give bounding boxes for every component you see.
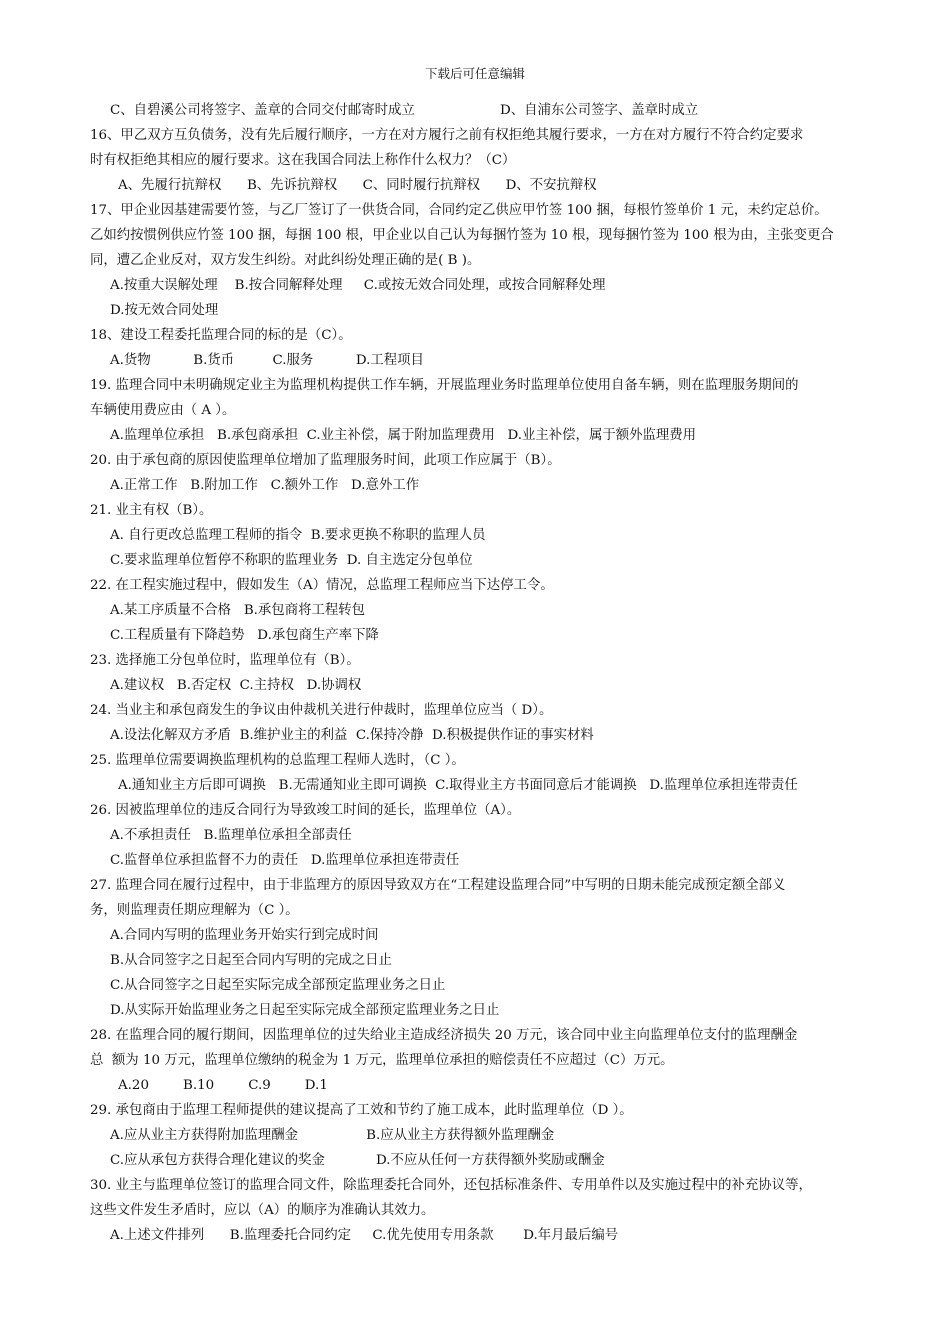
text-line: 27. 监理合同在履行过程中，由于非监理方的原因导致双方在“工程建设监理合同”中写明的日期未能完成预定额全部义 [90,878,786,893]
text-line: 23. 选择施工分包单位时，监理单位有（B）。 [90,653,360,668]
text-line: A.正常工作 B.附加工作 C.额外工作 D.意外工作 [110,478,420,493]
text-line: A.建议权 B.否定权 C.主持权 D.协调权 [110,678,362,693]
text-line: A.某工序质量不合格 B.承包商将工程转包 [110,603,366,618]
text-line: A、先履行抗辩权 B、先诉抗辩权 C、同时履行抗辩权 D、不安抗辩权 [118,178,597,193]
text-line: 30. 业主与监理单位签订的监理合同文件，除监理委托合同外，还包括标准条件、专用单件以及实施过程中的补充协议等， [90,1178,812,1193]
text-line: 26. 因被监理单位的违反合同行为导致竣工时间的延长，监理单位（A）。 [90,803,521,818]
text-line: 20. 由于承包商的原因使监理单位增加了监理服务时间，此项工作应属于（B）。 [90,453,561,468]
text-line: C.应从承包方获得合理化建议的奖金 D.不应从任何一方获得额外奖励或酬金 [110,1153,605,1168]
text-line: 总 额为 10 万元，监理单位缴纳的税金为 1 万元，监理单位承担的赔偿责任不应超过（C）万元。 [90,1053,674,1068]
text-line: 21. 业主有权（B）。 [90,503,213,518]
text-line: 24. 当业主和承包商发生的争议由仲裁机关进行仲裁时，监理单位应当（ D）。 [90,703,553,718]
text-line: 19. 监理合同中未明确规定业主为监理机构提供工作车辆，开展监理业务时监理单位使用自备车辆，则在监理服务期间的 [90,378,799,393]
text-line: 同，遭乙企业反对，双方发生纠纷。对此纠纷处理正确的是( B )。 [90,253,481,268]
text-line: A.按重大误解处理 B.按合同解释处理 C.或按无效合同处理，或按合同解释处理 [110,278,606,293]
text-line: D.从实际开始监理业务之日起至实际完成全部预定监理业务之日止 [110,1003,500,1018]
text-line: B.从合同签字之日起至合同内写明的完成之日止 [110,953,392,968]
text-line: A.不承担责任 B.监理单位承担全部责任 [110,828,352,843]
text-line: A.设法化解双方矛盾 B.维护业主的利益 C.保持冷静 D.积极提供作证的事实材料 [110,728,594,743]
text-line: 25. 监理单位需要调换监理机构的总监理工程师人选时，（C ）。 [90,753,465,768]
text-line: C.要求监理单位暂停不称职的监理业务 D. 自主选定分包单位 [110,553,473,568]
text-line: 时有权拒绝其相应的履行要求。这在我国合同法上称作什么权力？（C） [90,153,516,168]
text-line: 17、甲企业因基建需要竹签，与乙厂签订了一供货合同，合同约定乙供应甲竹签 100 捆，每根竹签单价 1 元，未约定总价。 [90,203,828,218]
text-line: 16、甲乙双方互负债务，没有先后履行顺序，一方在对方履行之前有权拒绝其履行要求，一方在对方履行不符合约定要求 [90,128,804,143]
text-line: 这些文件发生矛盾时，应以（A）的顺序为准确认其效力。 [90,1203,435,1218]
text-line: A.监理单位承担 B.承包商承担 C.业主补偿，属于附加监理费用 D.业主补偿，属于额外监理费用 [110,428,697,443]
text-line: A.20 B.10 C.9 D.1 [118,1078,328,1093]
text-line: 乙如约按惯例供应竹签 100 捆，每捆 100 根，甲企业以自己认为每捆竹签为 10 根，现每捆竹签为 100 根为由，主张变更合 [90,228,834,243]
text-line: C、自碧溪公司将签字、盖章的合同交付邮寄时成立 D、自浦东公司签字、盖章时成立 [110,103,699,118]
text-line: D.按无效合同处理 [110,303,219,318]
text-line: A.合同内写明的监理业务开始实行到完成时间 [110,928,379,943]
text-line: 车辆使用费应由（ A ）。 [90,403,236,418]
text-line: A.上述文件排列 B.监理委托合同约定 C.优先使用专用条款 D.年月最后编号 [110,1228,619,1243]
page-header: 下载后可任意编辑 [424,66,525,81]
text-line: A.通知业主方后即可调换 B.无需通知业主即可调换 C.取得业主方书面同意后才能调换 D.监理单位承担连带责任 [118,778,798,793]
text-line: C.从合同签字之日起至实际完成全部预定监理业务之日止 [110,978,446,993]
text-line: 18、建设工程委托监理合同的标的是（C）。 [90,328,352,343]
text-line: A. 自行更改总监理工程师的指令 B.要求更换不称职的监理人员 [110,528,486,543]
text-line: 28. 在监理合同的履行期间，因监理单位的过失给业主造成经济损失 20 万元，该合同中业主向监理单位支付的监理酬金 [90,1028,798,1043]
text-line: 务，则监理责任期应理解为（C ）。 [90,903,299,918]
text-line: A.货物 B.货币 C.服务 D.工程项目 [110,353,424,368]
text-line: A.应从业主方获得附加监理酬金 B.应从业主方获得额外监理酬金 [110,1128,555,1143]
text-line: 22. 在工程实施过程中，假如发生（A）情况，总监理工程师应当下达停工令。 [90,578,554,593]
text-line: C.工程质量有下降趋势 D.承包商生产率下降 [110,628,379,643]
text-line: C.监督单位承担监督不力的责任 D.监理单位承担连带责任 [110,853,460,868]
text-line: 29. 承包商由于监理工程师提供的建议提高了工效和节约了施工成本，此时监理单位（D ）。 [90,1103,633,1118]
